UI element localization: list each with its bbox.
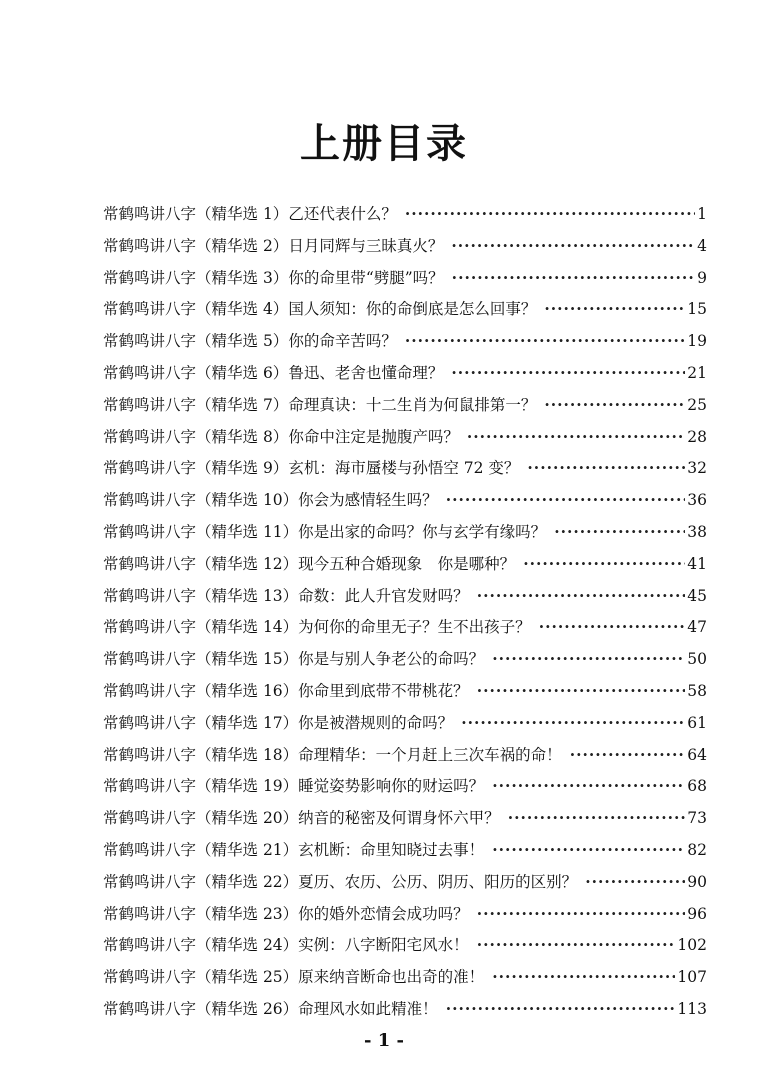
toc-entry-leader [405, 198, 695, 230]
toc-entry-tag: （精华选 12） [196, 554, 299, 573]
toc-entry-title: 睡觉姿势影响你的财运吗？ [298, 777, 485, 796]
toc-entry-title: 夏历、农历、公历、阴历、阳历的区别？ [298, 872, 578, 891]
toc-entry-series: 常鹤鸣讲八字 [103, 236, 197, 255]
toc-entry-title: 命数：此人升官发财吗？ [298, 586, 469, 605]
toc-entry-page: 102 [677, 936, 707, 955]
toc-entry-tag: （精华选 23） [196, 904, 299, 923]
toc-entry [103, 770, 707, 802]
toc-entry-leader [492, 961, 675, 993]
toc-entry-leader [451, 230, 695, 262]
toc-entry-series: 常鹤鸣讲八字 [103, 205, 197, 223]
toc-entry-title: 命理精华：一个月赶上三次车祸的命！ [298, 745, 562, 764]
toc-entry-page: 90 [687, 872, 707, 891]
toc-entry [103, 898, 707, 930]
toc-entry [103, 389, 707, 421]
toc-entry-page: 19 [687, 332, 707, 351]
toc-entry [103, 548, 707, 580]
toc-entry-page: 9 [697, 268, 707, 287]
toc-entry-title: 国人须知：你的命倒底是怎么回事？ [288, 300, 537, 319]
toc-entry-tag: （精华选 18） [196, 745, 299, 764]
toc-entry-title: 你的命辛苦吗？ [288, 332, 397, 351]
toc-entry-leader [585, 866, 685, 898]
toc-entry-series: 常鹤鸣讲八字 [103, 363, 197, 382]
toc-entry-title: 你会为感情轻生吗？ [298, 491, 438, 510]
toc-entry-tag: （精华选 26） [196, 999, 299, 1018]
toc-entry-series: 常鹤鸣讲八字 [103, 840, 197, 859]
toc-entry [103, 707, 707, 739]
toc-entry-leader [527, 452, 685, 484]
toc-entry-series: 常鹤鸣讲八字 [103, 745, 197, 764]
toc-entry-series: 常鹤鸣讲八字 [103, 300, 197, 319]
toc-entry-series: 常鹤鸣讲八字 [103, 395, 197, 414]
page-number: - 1 - [364, 1030, 404, 1051]
toc-entry-tag: （精华选 10） [196, 491, 299, 510]
toc-entry-leader [477, 580, 686, 612]
table-of-contents [103, 198, 707, 1025]
toc-entry-leader [467, 421, 685, 453]
toc-entry [103, 198, 707, 230]
toc-entry [103, 230, 707, 262]
toc-entry-tag: （精华选 21） [196, 840, 299, 859]
toc-entry-series: 常鹤鸣讲八字 [103, 713, 197, 732]
toc-entry-tag: （精华选 17） [196, 713, 299, 732]
toc-entry-page: 113 [677, 999, 707, 1018]
toc-entry-leader [477, 929, 676, 961]
toc-entry [103, 452, 707, 484]
toc-entry-title: 纳音的秘密及何谓身怀六甲？ [298, 809, 500, 828]
toc-entry-tag: （精华选 16） [196, 681, 299, 700]
toc-entry [103, 262, 707, 294]
toc-entry [103, 516, 707, 548]
toc-entry-page: 1 [697, 205, 707, 223]
toc-entry-title: 命理风水如此精准！ [298, 999, 438, 1018]
toc-entry-title: 玄机：海市蜃楼与孙悟空 72 变？ [288, 459, 520, 478]
toc-entry-leader [508, 802, 686, 834]
toc-entry-leader [477, 675, 686, 707]
toc-entry-tag: （精华选 1） [196, 205, 289, 223]
toc-entry-leader [492, 770, 685, 802]
toc-entry-page: 41 [687, 554, 707, 573]
toc-entry-page: 36 [687, 491, 707, 510]
toc-entry [103, 929, 707, 961]
toc-entry [103, 484, 707, 516]
toc-entry-page: 73 [687, 809, 707, 828]
toc-entry-title: 你是与别人争老公的命吗？ [298, 650, 485, 669]
toc-entry-series: 常鹤鸣讲八字 [103, 904, 197, 923]
toc-entry-series: 常鹤鸣讲八字 [103, 522, 197, 541]
toc-entry-title: 日月同辉与三昧真火？ [288, 236, 444, 255]
toc-entry [103, 293, 707, 325]
toc-entry-series: 常鹤鸣讲八字 [103, 459, 197, 478]
toc-entry-page: 28 [687, 427, 707, 446]
toc-entry-series: 常鹤鸣讲八字 [103, 618, 197, 637]
toc-entry [103, 421, 707, 453]
toc-entry-title: 鲁迅、老舍也懂命理？ [288, 363, 444, 382]
toc-entry-series: 常鹤鸣讲八字 [103, 586, 197, 605]
toc-entry-title: 命理真诀：十二生肖为何鼠排第一？ [288, 395, 537, 414]
toc-entry [103, 325, 707, 357]
toc-entry-tag: （精华选 20） [196, 809, 299, 828]
toc-entry-page: 68 [687, 777, 707, 796]
toc-entry-tag: （精华选 22） [196, 872, 299, 891]
toc-entry [103, 802, 707, 834]
toc-entry-series: 常鹤鸣讲八字 [103, 936, 197, 955]
toc-entry-page: 47 [687, 618, 707, 637]
toc-entry-title: 你是被潜规则的命吗？ [298, 713, 454, 732]
toc-entry-tag: （精华选 19） [196, 777, 299, 796]
toc-entry-series: 常鹤鸣讲八字 [103, 681, 197, 700]
toc-entry [103, 580, 707, 612]
toc-entry [103, 611, 707, 643]
toc-entry-leader [544, 389, 685, 421]
toc-entry-leader [492, 643, 685, 675]
toc-entry [103, 357, 707, 389]
toc-entry [103, 675, 707, 707]
toc-entry-title: 实例：八字断阳宅风水！ [298, 936, 469, 955]
toc-entry-page: 21 [687, 363, 707, 382]
toc-entry-tag: （精华选 7） [196, 395, 289, 414]
toc-entry-tag: （精华选 14） [196, 618, 299, 637]
toc-entry [103, 643, 707, 675]
toc-entry-page: 32 [687, 459, 707, 478]
toc-entry-leader [492, 834, 685, 866]
toc-entry-page: 15 [687, 300, 707, 319]
toc-entry-tag: （精华选 11） [196, 522, 299, 541]
toc-entry-page: 45 [687, 586, 707, 605]
toc-entry-title: 为何你的命里无子？生不出孩子？ [298, 618, 531, 637]
toc-entry-leader [452, 262, 695, 294]
toc-entry-tag: （精华选 5） [196, 332, 289, 351]
toc-entry-tag: （精华选 8） [196, 427, 289, 446]
toc-entry-series: 常鹤鸣讲八字 [103, 427, 197, 446]
toc-entry-page: 38 [687, 522, 707, 541]
toc-entry-series: 常鹤鸣讲八字 [103, 777, 197, 796]
toc-entry-page: 58 [687, 681, 707, 700]
toc-entry-title: 玄机断：命里知晓过去事！ [298, 840, 485, 859]
toc-entry-leader [446, 484, 686, 516]
toc-entry-title: 原来纳音断命也出奇的准！ [298, 968, 485, 987]
toc-entry-title: 乙还代表什么？ [288, 205, 397, 223]
toc-entry-tag: （精华选 13） [196, 586, 299, 605]
toc-entry-leader [570, 739, 686, 771]
toc-entry-series: 常鹤鸣讲八字 [103, 491, 197, 510]
toc-entry-title: 你的婚外恋情会成功吗？ [298, 904, 469, 923]
toc-entry-tag: （精华选 15） [196, 650, 299, 669]
toc-entry [103, 739, 707, 771]
toc-entry-leader [451, 357, 685, 389]
toc-entry-page: 50 [687, 650, 707, 669]
toc-entry-leader [523, 548, 685, 580]
toc-entry-title: 你是出家的命吗？你与玄学有缘吗？ [298, 522, 547, 541]
toc-entry-tag: （精华选 3） [196, 268, 289, 287]
toc-entry-page: 25 [687, 395, 707, 414]
toc-entry-series: 常鹤鸣讲八字 [103, 968, 197, 987]
toc-entry-page: 107 [677, 968, 707, 987]
toc-entry [103, 993, 707, 1025]
toc-entry-series: 常鹤鸣讲八字 [103, 268, 197, 287]
toc-entry-series: 常鹤鸣讲八字 [103, 809, 197, 828]
toc-entry-series: 常鹤鸣讲八字 [103, 872, 197, 891]
toc-entry [103, 834, 707, 866]
toc-entry-series: 常鹤鸣讲八字 [103, 332, 197, 351]
toc-entry-tag: （精华选 9） [196, 459, 289, 478]
toc-entry-page: 96 [687, 904, 707, 923]
toc-entry-leader [477, 898, 686, 930]
toc-entry-series: 常鹤鸣讲八字 [103, 999, 197, 1018]
toc-entry-page: 61 [687, 713, 707, 732]
toc-entry-leader [554, 516, 685, 548]
toc-entry-page: 64 [687, 745, 707, 764]
page-title: 上册目录 [300, 121, 468, 167]
toc-entry-page: 82 [687, 840, 707, 859]
toc-entry-title: 你命里到底带不带桃花？ [298, 681, 469, 700]
toc-entry-tag: （精华选 6） [196, 363, 289, 382]
toc-entry-title: 现今五种合婚现象 你是哪种？ [298, 554, 516, 573]
toc-entry-tag: （精华选 4） [196, 300, 289, 319]
toc-entry-page: 4 [697, 236, 707, 255]
toc-entry [103, 866, 707, 898]
toc-entry-series: 常鹤鸣讲八字 [103, 650, 197, 669]
toc-entry-tag: （精华选 25） [196, 968, 299, 987]
toc-entry-leader [446, 993, 676, 1025]
toc-entry-leader [405, 325, 685, 357]
toc-entry-tag: （精华选 2） [196, 236, 289, 255]
toc-entry-leader [539, 611, 686, 643]
toc-entry [103, 961, 707, 993]
toc-entry-title: 你的命里带“劈腿”吗？ [288, 268, 444, 287]
toc-entry-title: 你命中注定是抛腹产吗？ [288, 427, 459, 446]
toc-entry-leader [461, 707, 685, 739]
toc-entry-leader [544, 293, 685, 325]
toc-entry-series: 常鹤鸣讲八字 [103, 554, 197, 573]
toc-entry-tag: （精华选 24） [196, 936, 299, 955]
